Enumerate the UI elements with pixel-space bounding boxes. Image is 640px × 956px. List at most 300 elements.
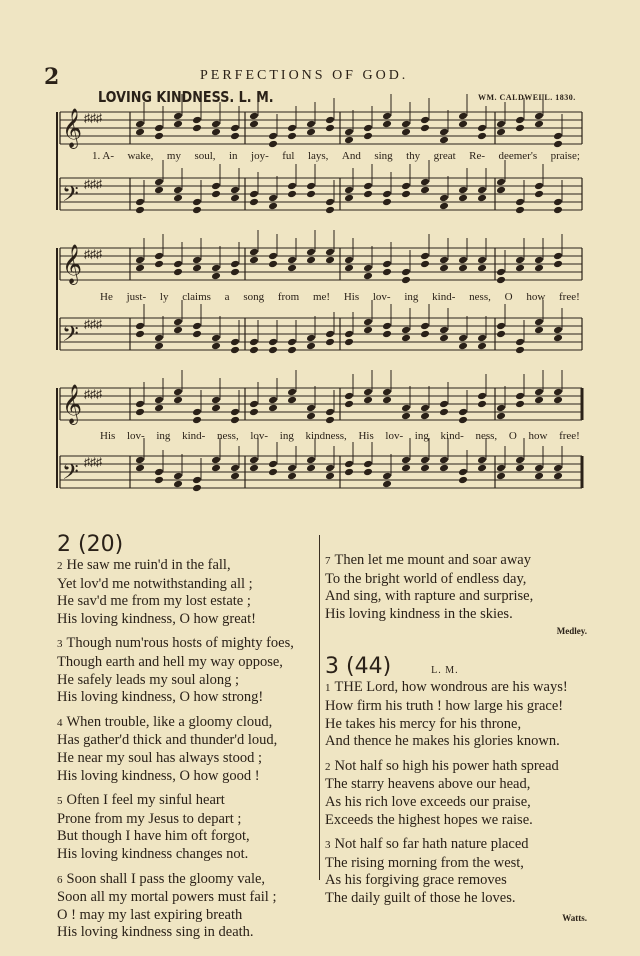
note-head: [496, 404, 506, 413]
verse-number: 2: [57, 560, 63, 572]
note-head: [534, 318, 544, 327]
note-head: [420, 404, 430, 413]
note-head: [344, 330, 354, 339]
note-head: [154, 342, 164, 351]
note-head: [363, 132, 373, 141]
verse-text: Though earth and hell my way oppose,: [57, 653, 283, 670]
note-head: [287, 264, 297, 273]
note-head: [306, 190, 316, 199]
note-head: [135, 256, 145, 265]
verse-text: How firm his truth ! how large his grace!: [325, 697, 564, 714]
verse-text: He sav'd me from my lost estate ;: [57, 593, 251, 610]
note-head: [325, 256, 335, 265]
note-head: [439, 464, 449, 473]
verse-line: [57, 557, 317, 576]
note-head: [534, 326, 544, 335]
verse-text: To the bright world of endless day,: [325, 570, 527, 587]
note-head: [401, 190, 411, 199]
note-head: [230, 194, 240, 203]
verse-text: The rising morning from the west,: [325, 854, 524, 871]
note-head: [420, 412, 430, 421]
note-head: [306, 248, 316, 257]
note-head: [325, 116, 335, 125]
note-head: [534, 112, 544, 121]
note-head: [287, 124, 297, 133]
note-head: [477, 194, 487, 203]
verse-number: 6: [57, 873, 63, 886]
note-head: [268, 338, 278, 347]
note-head: [553, 464, 563, 473]
bass-clef: 𝄢: [62, 460, 79, 489]
verse-line: [57, 611, 317, 629]
note-head: [306, 412, 316, 421]
note-head: [249, 112, 259, 121]
verse-number: 7: [325, 555, 331, 567]
note-head: [230, 132, 240, 141]
note-head: [401, 412, 411, 421]
note-head: [287, 464, 297, 473]
note-head: [382, 388, 392, 397]
note-head: [230, 186, 240, 195]
verse-line: [57, 593, 317, 611]
note-head: [325, 472, 335, 481]
verse-line: [325, 872, 587, 890]
note-head: [439, 400, 449, 409]
lyric-syllable: how: [526, 291, 546, 303]
note-head: [192, 484, 202, 493]
note-head: [211, 120, 221, 129]
note-head: [420, 330, 430, 339]
note-head: [420, 464, 430, 473]
lyric-syllable: O: [508, 430, 517, 442]
verse-text: Not half so far hath nature placed: [334, 836, 529, 853]
note-head: [325, 206, 335, 215]
note-head: [325, 124, 335, 133]
note-head: [553, 132, 563, 141]
note-head: [287, 346, 297, 355]
note-head: [458, 408, 468, 417]
note-head: [553, 396, 563, 405]
note-head: [344, 264, 354, 273]
verse-line: [325, 588, 587, 606]
verse-line: [57, 768, 317, 786]
note-head: [135, 128, 145, 137]
lyric-syllable: soul,: [194, 150, 216, 162]
verse-text: The daily guilt of those he loves.: [325, 889, 516, 906]
note-head: [192, 408, 202, 417]
note-head: [553, 260, 563, 269]
verse-text: Not half so high his power hath spread: [334, 757, 559, 774]
verse-text: The starry heavens above our head,: [325, 776, 531, 793]
lyric-syllable: ing: [404, 291, 419, 303]
note-head: [553, 206, 563, 215]
lyric-line-3: [100, 430, 580, 442]
verse: [57, 871, 317, 942]
verse: [325, 679, 587, 750]
verse-line: [57, 871, 317, 890]
verse-line: [57, 672, 317, 690]
note-head: [439, 334, 449, 343]
note-head: [515, 392, 525, 401]
note-head: [173, 318, 183, 327]
lyric-syllable: ful: [282, 150, 295, 162]
lyric-syllable: kind-: [182, 430, 206, 442]
lyric-syllable: praise;: [550, 150, 580, 162]
treble-clef: 𝄞: [62, 386, 83, 423]
verse-text: As his rich love exceeds our praise,: [325, 793, 531, 810]
verse-line: [325, 733, 587, 751]
note-head: [515, 198, 525, 207]
verse-line: [325, 836, 587, 855]
note-head: [154, 132, 164, 141]
note-head: [287, 338, 297, 347]
verse-line: [57, 635, 317, 654]
note-head: [249, 346, 259, 355]
note-head: [401, 334, 411, 343]
lyric-syllable: His: [100, 430, 116, 442]
note-head: [382, 120, 392, 129]
note-head: [154, 476, 164, 485]
note-head: [344, 128, 354, 137]
note-head: [325, 338, 335, 347]
note-head: [401, 276, 411, 285]
note-head: [306, 404, 316, 413]
note-head: [515, 124, 525, 133]
note-head: [477, 124, 487, 133]
note-head: [268, 140, 278, 149]
verse-line: [57, 889, 317, 907]
note-head: [344, 338, 354, 347]
note-head: [420, 124, 430, 133]
note-head: [287, 132, 297, 141]
note-head: [382, 198, 392, 207]
lyric-syllable: free!: [559, 430, 580, 442]
note-head: [135, 264, 145, 273]
note-head: [230, 472, 240, 481]
note-head: [306, 464, 316, 473]
verse-text: His loving kindness sing in death.: [57, 924, 254, 941]
lyric-syllable: ness,: [475, 430, 498, 442]
lyric-syllable: my: [166, 150, 181, 162]
note-head: [325, 408, 335, 417]
note-head: [382, 396, 392, 405]
lyric-syllable: And: [341, 150, 361, 162]
hymn-column-right: [325, 552, 587, 941]
note-head: [268, 260, 278, 269]
note-head: [344, 400, 354, 409]
note-head: [496, 464, 506, 473]
lyric-syllable: a: [224, 291, 230, 303]
note-head: [135, 408, 145, 417]
note-head: [211, 264, 221, 273]
verse: [57, 557, 317, 628]
note-head: [344, 256, 354, 265]
note-head: [496, 472, 506, 481]
note-head: [477, 392, 487, 401]
verse-number: 5: [57, 795, 63, 808]
note-head: [249, 456, 259, 465]
verse-number: 3: [325, 839, 331, 852]
note-head: [439, 128, 449, 137]
note-head: [382, 330, 392, 339]
note-head: [135, 456, 145, 465]
note-head: [135, 206, 145, 215]
note-head: [458, 468, 468, 477]
verse-number: 3: [57, 638, 63, 651]
note-head: [496, 322, 506, 331]
lyric-syllable: ing: [156, 430, 171, 442]
lyric-syllable: claims: [182, 291, 211, 303]
note-head: [534, 472, 544, 481]
verse-number: 2: [325, 760, 331, 773]
note-head: [268, 132, 278, 141]
note-head: [458, 186, 468, 195]
note-head: [477, 334, 487, 343]
note-head: [249, 190, 259, 199]
note-head: [306, 128, 316, 137]
note-head: [192, 264, 202, 273]
verse-text: He takes his mercy for his throne,: [325, 715, 522, 732]
note-head: [211, 404, 221, 413]
note-head: [496, 128, 506, 137]
note-head: [306, 334, 316, 343]
note-head: [268, 460, 278, 469]
note-head: [382, 112, 392, 121]
verse-text: Exceeds the highest hopes we raise.: [325, 811, 533, 828]
verse-number: 1: [325, 682, 331, 695]
note-head: [496, 186, 506, 195]
note-head: [534, 388, 544, 397]
note-head: [496, 268, 506, 277]
note-head: [420, 456, 430, 465]
verse: [325, 836, 587, 907]
note-head: [211, 272, 221, 281]
verse-text: Has gather'd thick and thunder'd loud,: [57, 732, 278, 749]
verse-text: And thence he makes his glories known.: [325, 733, 560, 750]
note-head: [249, 464, 259, 473]
attribution: Watts.: [562, 912, 587, 923]
note-head: [230, 464, 240, 473]
note-head: [173, 260, 183, 269]
note-head: [401, 182, 411, 191]
verse-text: Soon shall I pass the gloomy vale,: [66, 870, 266, 887]
verse-line: [325, 812, 587, 830]
verse-text: When trouble, like a gloomy cloud,: [66, 713, 273, 730]
note-head: [458, 112, 468, 121]
note-head: [192, 322, 202, 331]
bass-clef: 𝄢: [62, 182, 79, 211]
note-head: [344, 468, 354, 477]
verse-line: [325, 606, 587, 624]
note-head: [477, 264, 487, 273]
verse: [325, 758, 587, 829]
note-head: [496, 120, 506, 129]
treble-clef: 𝄞: [62, 246, 83, 283]
lyric-syllable: from: [277, 291, 300, 303]
note-head: [287, 256, 297, 265]
note-head: [306, 456, 316, 465]
verse: [325, 552, 587, 623]
note-head: [534, 120, 544, 129]
note-head: [268, 404, 278, 413]
note-head: [230, 416, 240, 425]
running-head: PERFECTIONS OF GOD.: [200, 68, 409, 83]
note-head: [439, 408, 449, 417]
note-head: [382, 322, 392, 331]
attribution: Medley.: [556, 626, 587, 637]
note-head: [458, 334, 468, 343]
lyric-syllable: how: [528, 430, 548, 442]
note-head: [268, 252, 278, 261]
note-head: [344, 392, 354, 401]
note-head: [135, 198, 145, 207]
note-head: [230, 408, 240, 417]
note-head: [306, 120, 316, 129]
note-head: [515, 346, 525, 355]
verse-line: [57, 924, 317, 942]
lyric-syllable: lays,: [307, 150, 329, 162]
verse-text: He safely leads my soul along ;: [57, 671, 240, 688]
note-head: [135, 322, 145, 331]
note-head: [458, 416, 468, 425]
note-head: [458, 194, 468, 203]
note-head: [477, 456, 487, 465]
note-head: [173, 472, 183, 481]
note-head: [534, 264, 544, 273]
note-head: [458, 256, 468, 265]
note-head: [135, 400, 145, 409]
note-head: [325, 330, 335, 339]
hymn-number: 2 (20): [57, 532, 124, 557]
lyric-syllable: lov-: [250, 430, 269, 442]
note-head: [154, 186, 164, 195]
verse-line: [325, 698, 587, 716]
note-head: [344, 194, 354, 203]
note-head: [515, 456, 525, 465]
note-head: [287, 396, 297, 405]
note-head: [192, 206, 202, 215]
hymn-number: 3 (44): [325, 654, 392, 680]
verse-text: But though I have him oft forgot,: [57, 828, 250, 845]
note-head: [515, 116, 525, 125]
note-head: [439, 456, 449, 465]
note-head: [306, 256, 316, 265]
verse-text: He near my soul has always stood ;: [57, 749, 262, 766]
note-head: [439, 202, 449, 211]
verse-line: [325, 794, 587, 812]
note-head: [401, 268, 411, 277]
note-head: [249, 248, 259, 257]
note-head: [173, 194, 183, 203]
note-head: [287, 472, 297, 481]
column-divider: [319, 535, 320, 880]
lyric-syllable: ness,: [217, 430, 239, 442]
note-head: [363, 318, 373, 327]
note-head: [553, 140, 563, 149]
note-head: [154, 404, 164, 413]
note-head: [192, 116, 202, 125]
verse-text: Prone from my Jesus to depart ;: [57, 810, 242, 827]
lyric-syllable: me!: [312, 291, 331, 303]
key-signature: ♯♯♯: [84, 317, 102, 331]
note-head: [363, 190, 373, 199]
verse-text: Then let me mount and soar away: [334, 552, 531, 568]
note-head: [439, 194, 449, 203]
verse-text: His loving kindness, O how strong!: [57, 689, 264, 706]
note-head: [173, 388, 183, 397]
note-head: [363, 460, 373, 469]
verse-line: [325, 571, 587, 589]
note-head: [211, 464, 221, 473]
note-head: [363, 326, 373, 335]
note-head: [192, 476, 202, 485]
verse-line: [57, 792, 317, 811]
note-head: [249, 408, 259, 417]
lyric-syllable: His: [358, 430, 374, 442]
lyric-syllable: deemer's: [498, 150, 538, 162]
verse-line: [325, 776, 587, 794]
verse-line: [325, 679, 587, 698]
note-head: [211, 334, 221, 343]
note-head: [515, 256, 525, 265]
note-head: [287, 190, 297, 199]
note-head: [534, 464, 544, 473]
verse-text: As his forgiving grace removes: [325, 872, 507, 889]
note-head: [192, 416, 202, 425]
note-head: [401, 404, 411, 413]
note-head: [515, 400, 525, 409]
note-head: [534, 190, 544, 199]
note-head: [420, 178, 430, 187]
verse-line: [57, 750, 317, 768]
key-signature: ♯♯♯: [84, 247, 102, 261]
treble-clef: 𝄞: [62, 110, 83, 147]
note-head: [325, 464, 335, 473]
note-head: [135, 330, 145, 339]
note-head: [553, 334, 563, 343]
lyric-syllable: song: [243, 291, 265, 303]
note-head: [154, 468, 164, 477]
note-head: [382, 190, 392, 199]
lyric-syllable: thy: [406, 150, 421, 162]
note-head: [287, 182, 297, 191]
verse-line: [57, 654, 317, 672]
verse-line: [57, 907, 317, 925]
note-head: [173, 326, 183, 335]
note-head: [363, 388, 373, 397]
verse-line: [325, 855, 587, 873]
note-head: [382, 472, 392, 481]
note-head: [249, 256, 259, 265]
verse-text: Yet lov'd me notwithstanding all ;: [57, 575, 253, 592]
composer-credit: WM. CALDWELL. 1830.: [478, 93, 576, 102]
note-head: [268, 346, 278, 355]
verse-text: And sing, with rapture and surprise,: [325, 588, 534, 605]
note-head: [192, 256, 202, 265]
note-head: [534, 256, 544, 265]
note-head: [230, 268, 240, 277]
note-head: [344, 136, 354, 145]
note-head: [496, 178, 506, 187]
verse-line: [57, 714, 317, 733]
note-head: [173, 396, 183, 405]
note-head: [382, 260, 392, 269]
note-head: [401, 120, 411, 129]
note-head: [135, 120, 145, 129]
note-head: [154, 260, 164, 269]
note-head: [458, 264, 468, 273]
verse-line: [57, 689, 317, 707]
